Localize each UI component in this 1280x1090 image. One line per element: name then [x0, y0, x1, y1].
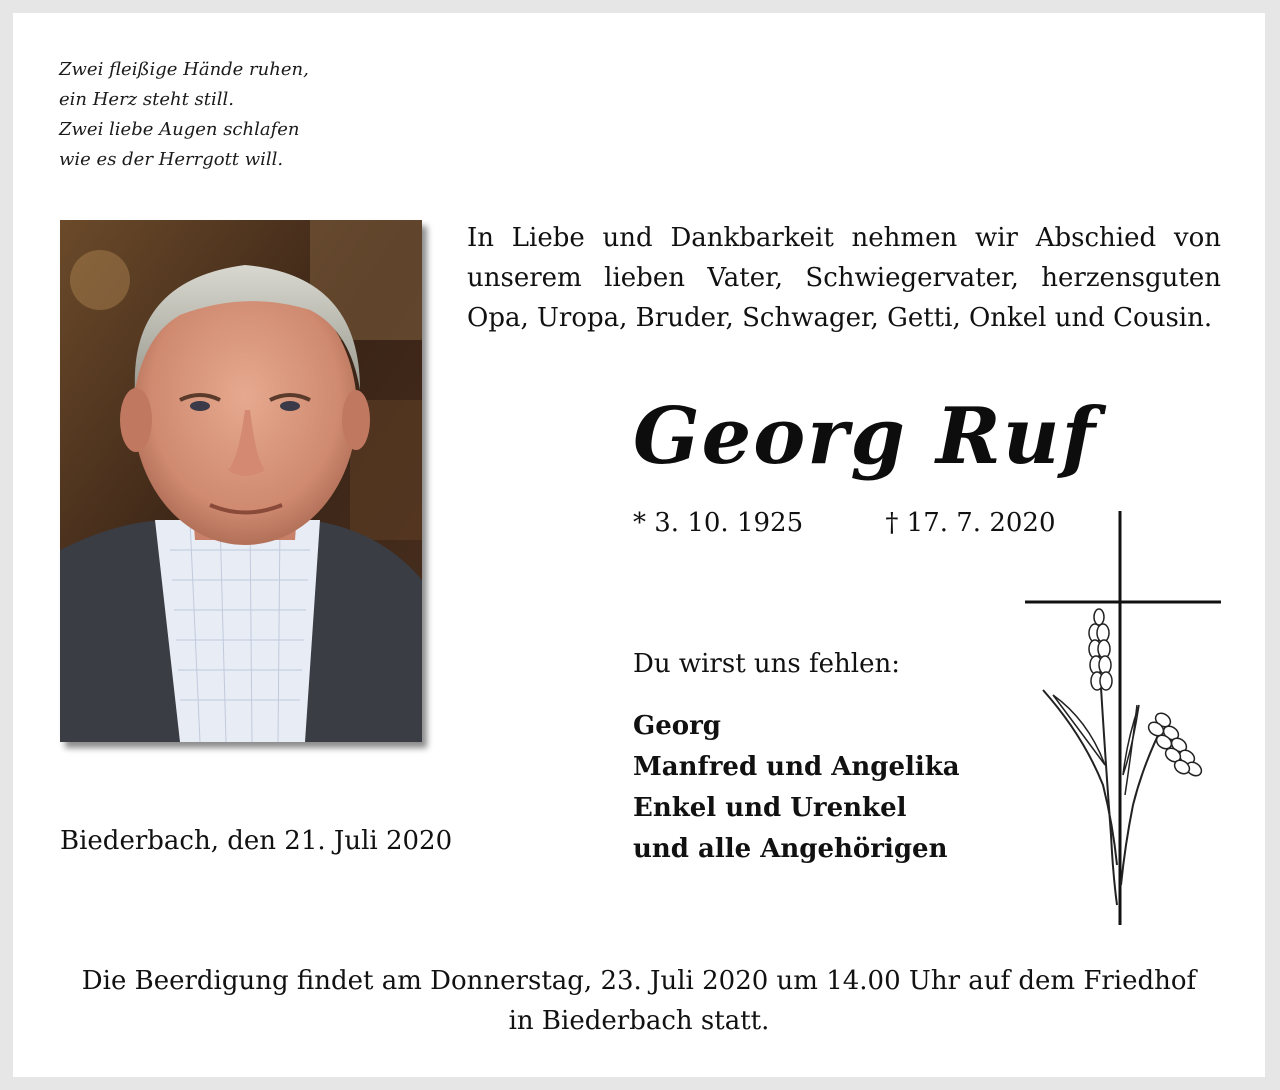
family-member: Manfred und Angelika	[633, 752, 960, 782]
family-member: und alle Angehörigen	[633, 834, 948, 864]
family-member: Georg	[633, 711, 721, 741]
place-date: Biederbach, den 21. Juli 2020	[60, 826, 453, 856]
missed-label: Du wirst uns fehlen:	[633, 649, 900, 679]
poem-line: wie es der Herrgott will.	[59, 149, 284, 170]
intro-line: Opa, Uropa, Bruder, Schwager, Getti, Onkel und Cousin.	[467, 303, 1213, 333]
poem	[59, 55, 309, 175]
portrait-photo	[60, 220, 422, 742]
intro-line: unserem lieben Vater, Schwiegervater, herzensguten	[467, 263, 1221, 293]
birth-date: * 3. 10. 1925	[633, 508, 804, 538]
deceased-name: Georg Ruf	[633, 391, 1098, 482]
intro-line: In Liebe und Dankbarkeit nehmen wir Abschied von	[467, 223, 1221, 253]
cross-with-wheat-icon	[1013, 505, 1233, 925]
poem-line: ein Herz steht still.	[59, 89, 235, 110]
obituary-card	[13, 13, 1265, 1077]
funeral-line: Die Beerdigung findet am Donnerstag, 23. Juli 2020 um 14.00 Uhr auf dem Friedhof	[81, 966, 1197, 996]
funeral-info	[53, 961, 1225, 1041]
life-dates	[633, 508, 1056, 538]
poem-line: Zwei fleißige Hände ruhen,	[59, 59, 309, 80]
poem-line: Zwei liebe Augen schlafen	[59, 119, 300, 140]
death-date: † 17. 7. 2020	[885, 508, 1056, 538]
intro-text	[467, 218, 1221, 338]
family-list	[633, 706, 960, 870]
funeral-line: in Biederbach statt.	[508, 1006, 770, 1036]
family-member: Enkel und Urenkel	[633, 793, 907, 823]
